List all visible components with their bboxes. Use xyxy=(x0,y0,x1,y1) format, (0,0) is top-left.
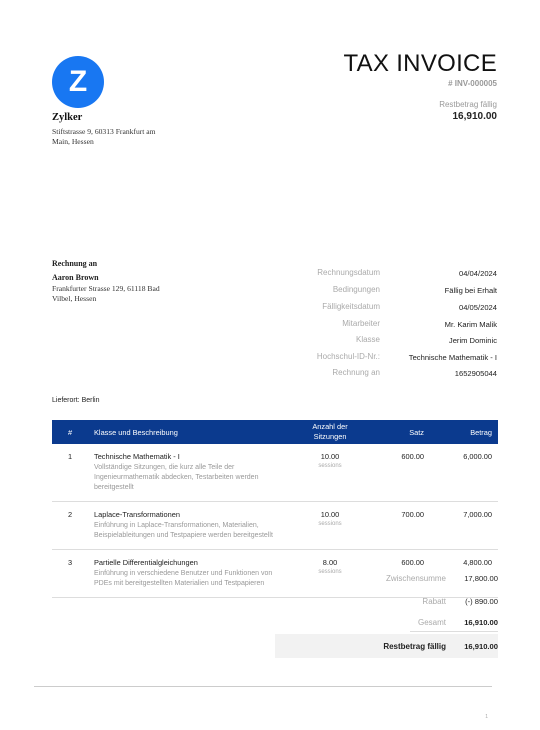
row-quantity xyxy=(294,502,366,550)
document-title: TAX INVOICE xyxy=(343,50,497,77)
row-quantity xyxy=(294,444,366,502)
subtotal-label: Zwischensumme xyxy=(385,574,446,583)
header-number: # xyxy=(52,420,88,444)
company-logo xyxy=(52,56,104,108)
header-amount: Betrag xyxy=(430,420,498,444)
ship-to: Lieferort: Berlin xyxy=(52,397,100,404)
row-rate: 600.00 xyxy=(366,444,430,502)
class-value: Jerim Dominic xyxy=(448,336,497,345)
quantity-unit: sessions xyxy=(318,521,342,527)
invoice-date-value: 04/04/2024 xyxy=(458,269,497,278)
quantity-value: 10.00 xyxy=(320,510,340,519)
row-amount: 7,000.00 xyxy=(430,502,498,550)
table-row xyxy=(52,502,498,550)
balance-due-label: Restbetrag fällig xyxy=(439,100,497,109)
header-rate: Satz xyxy=(366,420,430,444)
item-name: Technische Mathematik - I xyxy=(94,452,180,461)
due-date-label: Fälligkeitsdatum xyxy=(322,302,380,311)
row-amount: 6,000.00 xyxy=(430,444,498,502)
bill-to-name: Aaron Brown xyxy=(52,273,99,282)
invoice-date-label: Rechnungsdatum xyxy=(317,268,380,277)
item-description: Einführung in Laplace-Transformationen, Materialien, Beispielableitungen und Testpapiere werden bereitgestellt xyxy=(94,522,273,539)
row-number: 3 xyxy=(52,550,88,598)
balance-due-summary-label: Restbetrag fällig xyxy=(383,642,446,651)
total-label: Gesamt xyxy=(417,618,446,627)
row-description xyxy=(88,550,294,598)
subtotal-value: 17,800.00 xyxy=(464,574,498,583)
line-items-table xyxy=(52,420,498,598)
quantity-value: 10.00 xyxy=(320,452,340,461)
balance-due-summary-value: 16,910.00 xyxy=(464,642,498,651)
row-quantity xyxy=(294,550,366,598)
item-description: Einführung in verschiedene Benutzer und Funktionen von PDEs mit bereitgestellten Materialien und Testpapieren xyxy=(94,570,273,587)
page-number: 1 xyxy=(485,714,488,720)
row-amount: 4,800.00 xyxy=(430,550,498,598)
bill-to-heading: Rechnung an xyxy=(52,259,98,268)
university-id-value: Technische Mathematik - I xyxy=(408,353,497,362)
quantity-unit: sessions xyxy=(318,463,342,469)
row-description xyxy=(88,502,294,550)
row-number: 1 xyxy=(52,444,88,502)
z-logo-icon: Z xyxy=(68,65,88,98)
header-quantity: Anzahl der Sitzungen xyxy=(294,420,366,444)
item-name: Laplace-Transformationen xyxy=(94,510,180,519)
terms-value: Fällig bei Erhalt xyxy=(444,286,497,295)
invoice-to-label: Rechnung an xyxy=(332,368,380,377)
row-description xyxy=(88,444,294,502)
item-name: Partielle Differentialgleichungen xyxy=(94,558,198,567)
row-rate: 600.00 xyxy=(366,550,430,598)
due-date-value: 04/05/2024 xyxy=(458,303,497,312)
table-header-row xyxy=(52,420,498,444)
total-value: 16,910.00 xyxy=(464,618,498,627)
company-address: Stiftstrasse 9, 60313 Frankfurt am Main, Hessen xyxy=(52,127,156,146)
row-rate: 700.00 xyxy=(366,502,430,550)
terms-label: Bedingungen xyxy=(332,285,380,294)
row-number: 2 xyxy=(52,502,88,550)
university-id-label: Hochschul-ID-Nr.: xyxy=(316,352,380,361)
invoice-to-value: 1652905044 xyxy=(454,369,497,378)
employee-label: Mitarbeiter xyxy=(342,319,380,328)
header-description: Klasse und Beschreibung xyxy=(88,420,294,444)
company-name: Zylker xyxy=(52,112,83,123)
quantity-unit: sessions xyxy=(318,569,342,575)
item-description: Vollständige Sitzungen, die kurz alle Teile der Ingenieurmathematik abdecken, Testarbeiten werden bereitgestellt xyxy=(94,464,259,491)
discount-label: Rabatt xyxy=(422,597,446,606)
class-label: Klasse xyxy=(355,335,380,344)
total-divider xyxy=(410,631,498,632)
employee-value: Mr. Karim Malik xyxy=(444,320,497,329)
table-row xyxy=(52,444,498,502)
balance-due-amount: 16,910.00 xyxy=(452,111,497,122)
quantity-value: 8.00 xyxy=(322,558,338,567)
invoice-number: # INV-000005 xyxy=(448,79,497,88)
footer-divider xyxy=(34,686,492,687)
discount-value: (-) 890.00 xyxy=(465,597,498,606)
bill-to-address: Frankfurter Strasse 129, 61118 Bad Vilbel, Hessen xyxy=(52,284,160,303)
